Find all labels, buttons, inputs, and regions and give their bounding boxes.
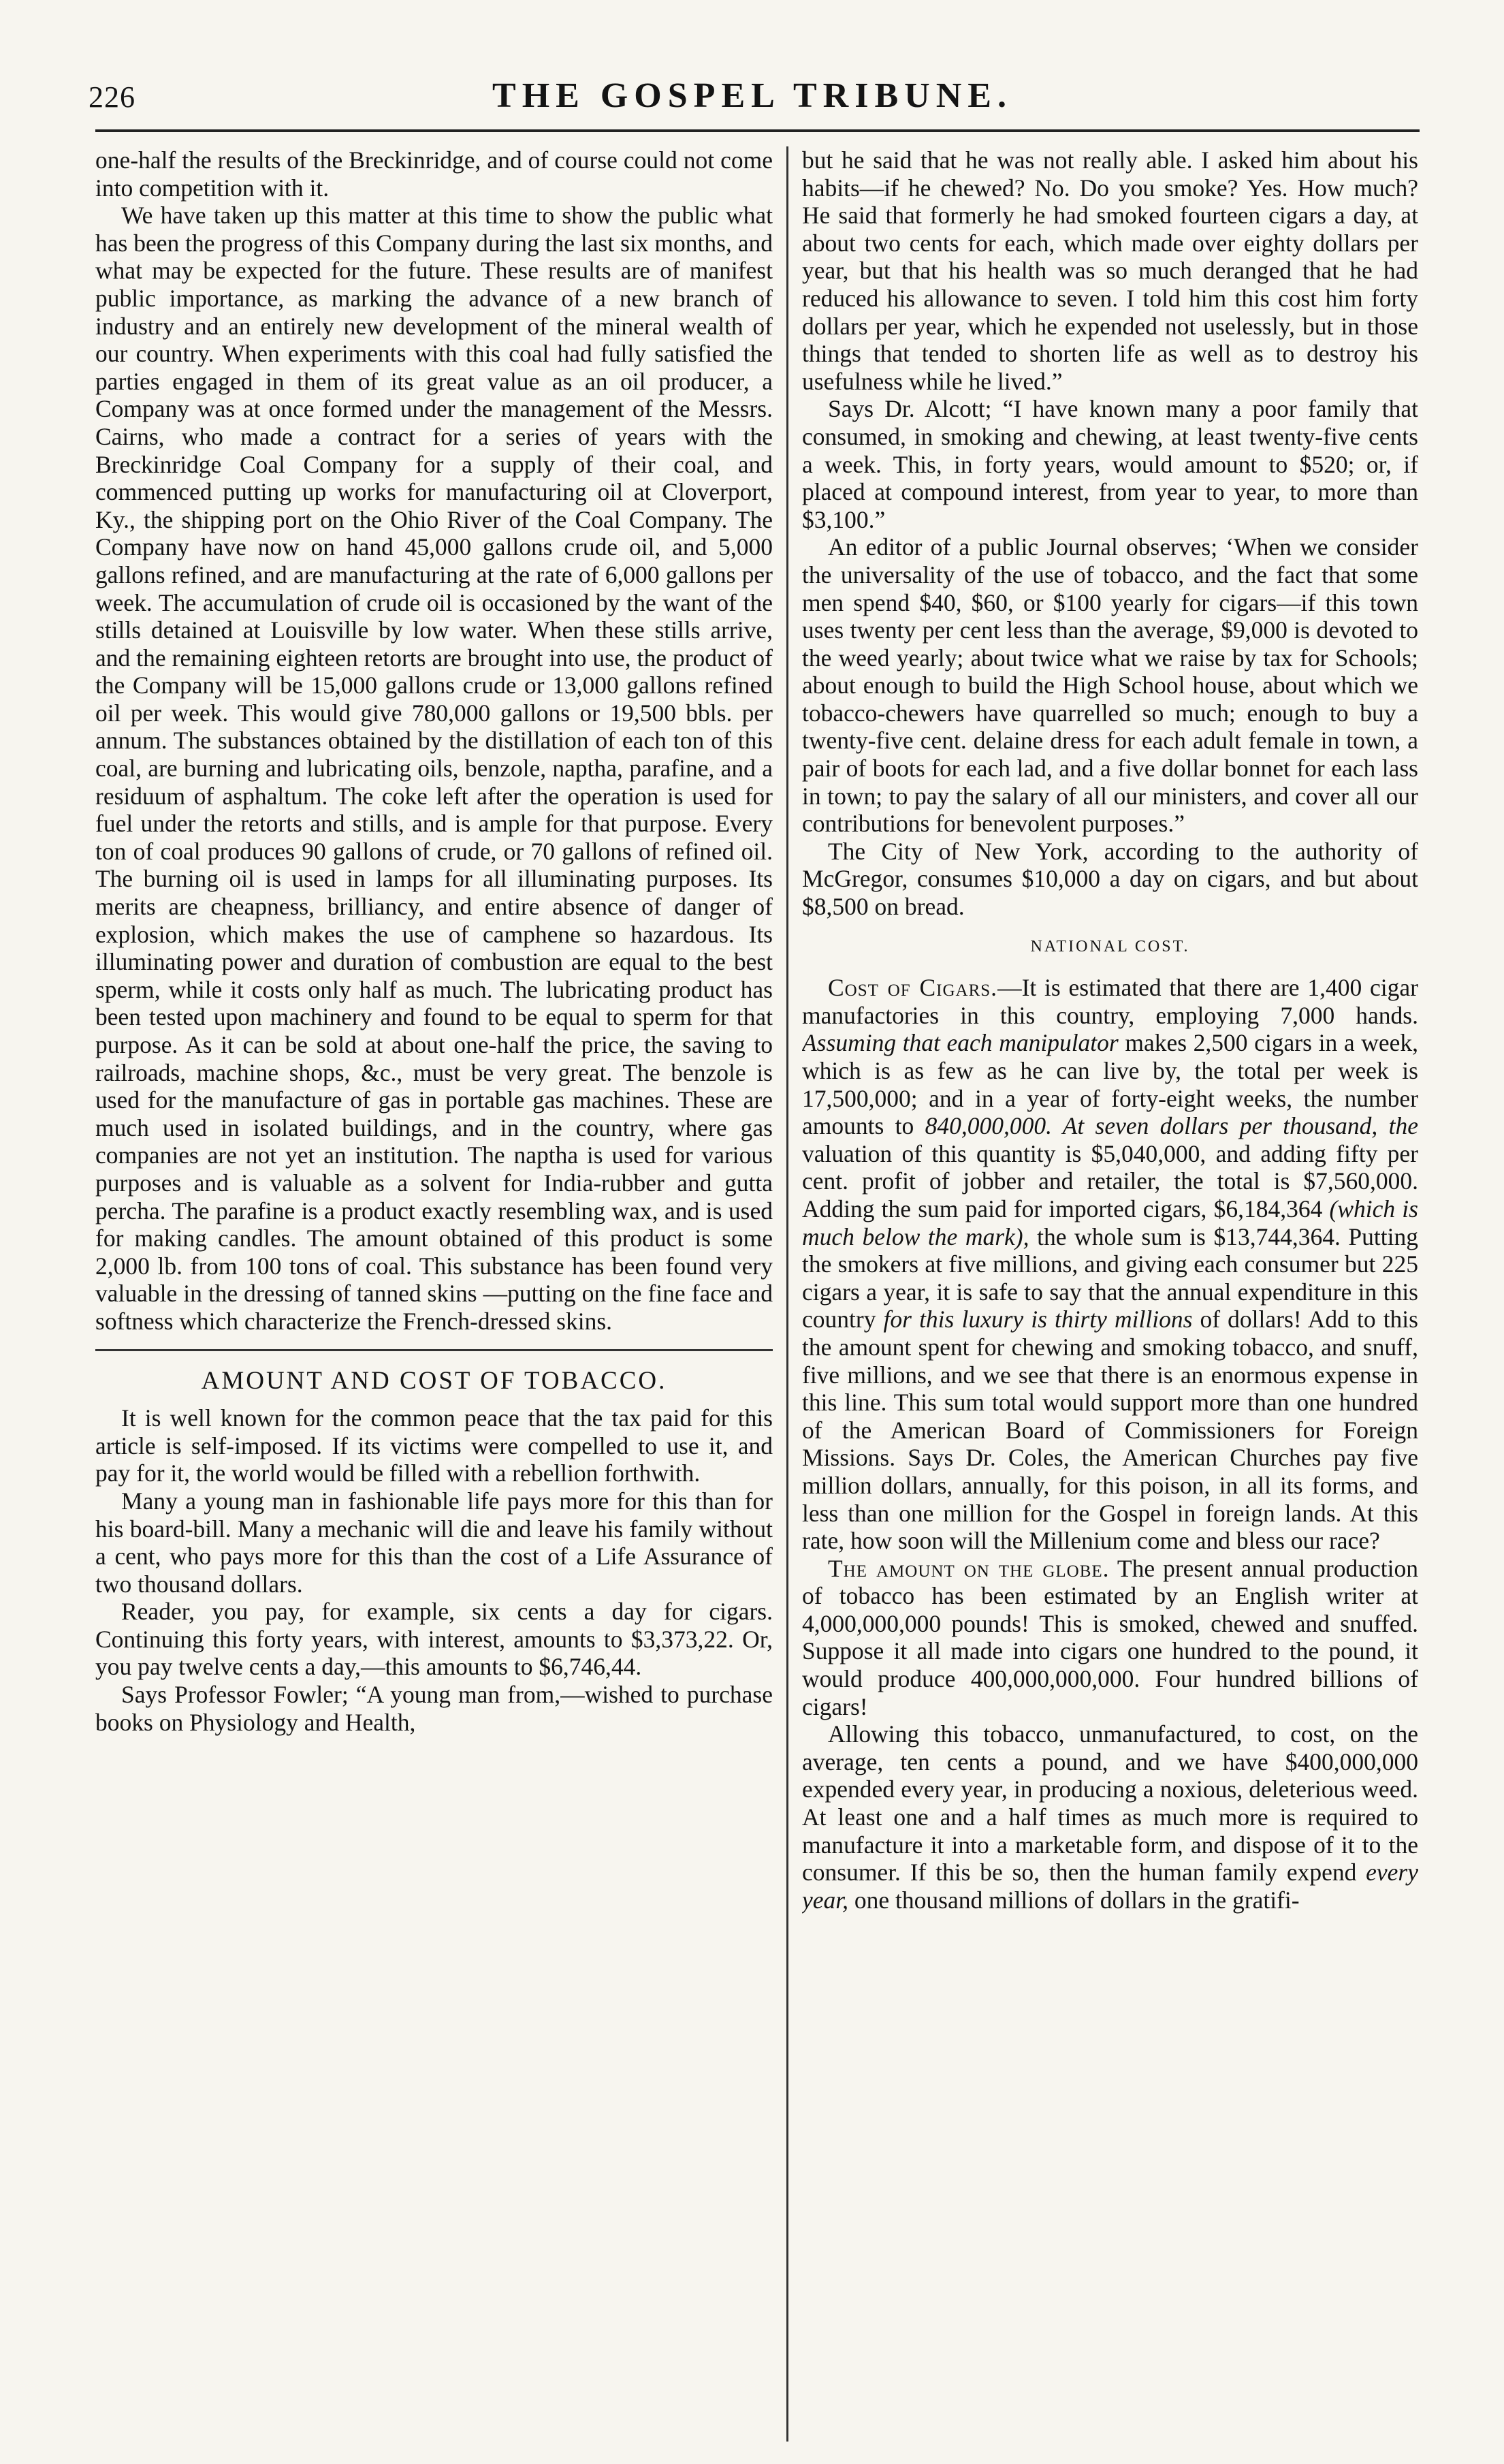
section-divider xyxy=(95,1349,773,1351)
text-run: The present annual production of tobacco has been estimated by an English writer at 4,000,000,000 pounds! This is smoked, chewed and snuffed. Suppose it all made into cigars one hundred to the pound, it would produce 400,000,000,000. Four hundred billions of cigars! xyxy=(802,1554,1418,1720)
paragraph: An editor of a public Journal observes; ‘When we consider the universality of the use of tobacco, and the fact that some men spend $40, $60, or $100 yearly for cigars—if this town uses twenty per cent less than the average, $9,000 is devoted to the weed yearly; about twice what we raise by tax for Schools; about enough to build the High School house, about which we tobacco-chewers have quarrelled so much; enough to buy a twenty-five cent. delaine dress for each adult female in town, a pair of boots for each lad, and a five dollar bonnet for each lass in town; to pay the salary of all our ministers, and cover all our contributions for benevolent purposes.” xyxy=(802,533,1418,838)
text-run: of dollars! Add to this the amount spent for chewing and smoking tobacco, and snuff, five millions, and we see that there is an enormous expense in this line. This sum total would support more than one hundred of the American Board of Commissioners for Foreign Missions. Says Dr. Coles, the American Churches pay five million dollars, annually, for this poison, in all its forms, and less than one million for the Gospel in foreign lands. At this rate, how soon will the Millenium come and bless our race? xyxy=(802,1306,1418,1555)
run-in-heading: The amount on the globe. xyxy=(828,1554,1110,1582)
paragraph: one-half the results of the Breckinridge, and of course could not come into competition with it. xyxy=(95,146,773,202)
section-heading: AMOUNT AND COST OF TOBACCO. xyxy=(201,1366,667,1395)
paragraph xyxy=(802,1720,1418,1914)
paragraph xyxy=(802,974,1418,1554)
paragraph: It is well known for the common peace that the tax paid for this article is self-imposed. If its victims were compelled to use it, and pay for it, the world would be filled with a rebellion forthwith. xyxy=(95,1404,773,1487)
italic-run: every year, xyxy=(802,1859,1418,1914)
text-run: Allowing this tobacco, unmanufactured, to cost, on the average, ten cents a pound, and we have $400,000,000 expended every year, in producing a noxious, deleterious weed. At least one and a half times as much more is required to manufacture it into a marketable form, and dispose of it to the consumer. If this be so, then the human family expend xyxy=(802,1720,1418,1886)
italic-run: 840,000,000. At seven dollars per thousand, the xyxy=(925,1112,1418,1140)
column-divider xyxy=(786,146,788,2442)
paragraph: Reader, you pay, for example, six cents a day for cigars. Continuing this forty years, with interest, amounts to $3,373,22. Or, you pay twelve cents a day,—this amounts to $6,746,44. xyxy=(95,1598,773,1681)
text-run: valuation of this quantity is $5,040,000, and adding fifty per cent. profit of jobber and retailer, the total is $7,560,000. Adding the sum paid for imported cigars, $6,184,364 xyxy=(802,1139,1418,1222)
running-title: THE GOSPEL TRIBUNE. xyxy=(492,76,1012,115)
text-run: the whole sum is $13,744,364. Putting the smokers at five millions, and giving each consumer but 225 cigars a year, it is safe to say that the annual expenditure in this country xyxy=(802,1222,1418,1333)
left-column xyxy=(95,146,773,2442)
paragraph: but he said that he was not really able. I asked him about his habits—if he chewed? No. Do you smoke? Yes. How much? He said that formerly he had smoked fourteen cigars a day, at about two cents for each, which made over eighty dollars per year, but that his health was so much deranged that he had reduced his allowance to seven. I told him this cost him forty dollars per year, which he expended not uselessly, but in those things that tended to shorten life as well as to destroy his usefulness while he lived.” xyxy=(802,146,1418,395)
right-column xyxy=(802,146,1418,2442)
italic-run: (which is much below the mark), xyxy=(802,1195,1418,1250)
text-run: makes 2,500 cigars in a week, which is as few as he can live by, the total per week is 17,500,000; and in a year of forty-eight weeks, the number amounts to xyxy=(802,1029,1418,1140)
paragraph xyxy=(802,1555,1418,1721)
paragraph: Says Dr. Alcott; “I have known many a poor family that consumed, in smoking and chewing, at least twenty-five cents a week. This, in forty years, would amount to $520; or, if placed at compound interest, from year to year, to more than $3,100.” xyxy=(802,395,1418,533)
paragraph: Many a young man in fashionable life pays more for this than for his board-bill. Many a mechanic will die and leave his family without a cent, who pays more for this than the cost of a Life Assurance of two thousand dollars. xyxy=(95,1487,773,1598)
paragraph: Says Professor Fowler; “A young man from,—wished to purchase books on Physiology and Health, xyxy=(95,1681,773,1736)
text-run: —It is estimated that there are 1,400 cigar manufactories in this country, employing 7,000 hands. xyxy=(802,974,1418,1029)
run-in-heading: Cost of Cigars. xyxy=(828,974,998,1002)
header-rule xyxy=(95,129,1420,132)
page-header xyxy=(89,72,1416,119)
italic-run: Assuming that each manipulator xyxy=(802,1029,1119,1057)
page-number: 226 xyxy=(89,80,135,114)
paragraph: We have taken up this matter at this time to show the public what has been the progress of this Company during the last six months, and what may be expected for the future. These results are of manifest public importance, as marking the advance of a new branch of industry and an entirely new development of the mineral wealth of our country. When experiments with this coal had fully satisfied the parties engaged in them of its great value as an oil producer, a Company was at once formed under the management of the Messrs. Cairns, who made a contract for a series of years with the Breckinridge Coal Company for a supply of their coal, and commenced putting up works for manufacturing oil at Cloverport, Ky., the shipping port on the Ohio River of the Coal Company. The Company have now on hand 45,000 gallons crude oil, and 5,000 gallons refined, and are manufacturing at the rate of 6,000 gallons per week. The accumulation of crude oil is occasioned by the want of the stills detained at Louisville by low water. When these stills arrive, and the remaining eighteen retorts are brought into use, the product of the Company will be 15,000 gallons crude or 13,000 gallons refined oil per week. This would give 780,000 gallons or 19,500 bbls. per annum. The substances obtained by the distillation of each ton of this coal, are burning and lubricating oils, benzole, naptha, parafine, and a residuum of asphaltum. The coke left after the operation is used for fuel under the retorts and stills, and is ample for that purpose. Every ton of coal produces 90 gallons of crude, or 70 gallons of refined oil. The burning oil is used in lamps for all illuminating purposes. Its merits are cheapness, brilliancy, and entire absence of danger of explosion, which makes the use of camphene so hazardous. Its illuminating power and duration of combustion are equal to the best sperm, while it costs only half as much. The lubricating product has been tested upon machinery and found to be equal to sperm for that purpose. As it can be sold at about one-half the price, the saving to railroads, machine shops, &c., must be very great. The benzole is used for the manufacture of gas in portable gas machines. These are much used in isolated buildings, and in the country, where gas companies are not yet an institution. The naptha is used for various purposes and is valuable as a solvent for India-rubber and gutta percha. The parafine is a product exactly resembling wax, and is used for making candles. The amount obtained of this product is some 2,000 lb. from 100 tons of coal. This substance has been found very valuable in the dressing of tanned skins —putting on the fine face and softness which characterize the French-dressed skins. xyxy=(95,202,773,1335)
text-run: one thousand millions of dollars in the gratifi- xyxy=(848,1886,1300,1914)
italic-run: for this luxury is thirty millions xyxy=(883,1306,1193,1333)
subheading: NATIONAL COST. xyxy=(1030,937,1190,955)
paragraph: The City of New York, according to the authority of McGregor, consumes $10,000 a day on cigars, and but about $8,500 on bread. xyxy=(802,837,1418,921)
